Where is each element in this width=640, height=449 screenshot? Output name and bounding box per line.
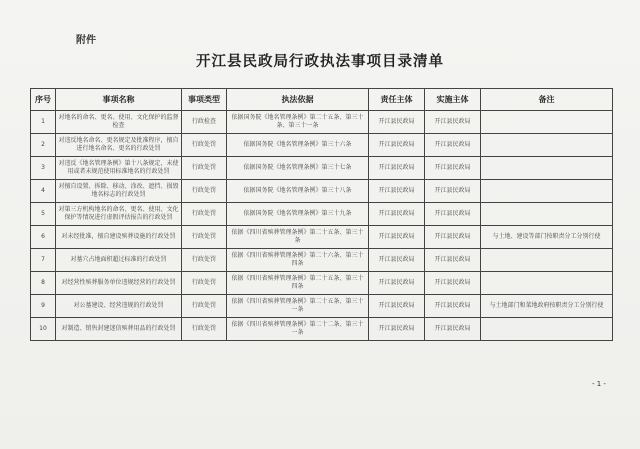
implementing-body: 开江县民政局 [425,203,481,226]
implementing-body: 开江县民政局 [425,295,481,318]
legal-basis: 依据国务院《地名管理条例》第三十七条 [227,157,369,180]
header-cell-responsible: 责任主体 [369,89,425,111]
item-type: 行政处罚 [182,203,227,226]
responsible-body: 开江县民政局 [369,249,425,272]
implementing-body: 开江县民政局 [425,318,481,341]
row-number: 10 [31,318,56,341]
legal-basis: 依据《四川省殡葬管理条例》第二十五条、第三十一条 [227,295,369,318]
implementing-body: 开江县民政局 [425,111,481,134]
remark [481,203,613,226]
implementing-body: 开江县民政局 [425,157,481,180]
table-row [31,318,613,341]
responsible-body: 开江县民政局 [369,203,425,226]
remark [481,272,613,295]
item-name: 对擅自设置、拆除、移动、涂改、遮挡、损毁地名标志的行政处罚 [56,180,182,203]
item-name: 对制造、销售封建迷信殡葬用品的行政处罚 [56,318,182,341]
row-number: 9 [31,295,56,318]
table-row [31,134,613,157]
header-cell-name: 事项名称 [56,89,182,111]
row-number: 3 [31,157,56,180]
row-number: 5 [31,203,56,226]
table-row [31,272,613,295]
item-name: 对经营性殡葬服务单位违规经营的行政处罚 [56,272,182,295]
legal-basis: 依据国务院《地名管理条例》第三十九条 [227,203,369,226]
row-number: 7 [31,249,56,272]
remark [481,111,613,134]
item-type: 行政处罚 [182,318,227,341]
page-number: - 1 - [592,380,606,388]
table-row [31,249,613,272]
remark [481,249,613,272]
legal-basis: 依据《四川省殡葬管理条例》第二十二条、第三十一条 [227,318,369,341]
header-cell-basis: 执法依据 [227,89,369,111]
responsible-body: 开江县民政局 [369,157,425,180]
item-type: 行政处罚 [182,134,227,157]
legal-basis: 依据《四川省殡葬管理条例》第二十五条、第三十四条 [227,272,369,295]
implementing-body: 开江县民政局 [425,134,481,157]
table-row [31,180,613,203]
item-name: 对墓穴占地面积超过标准的行政处罚 [56,249,182,272]
legal-basis: 依据国务院《地名管理条例》第三十六条 [227,134,369,157]
responsible-body: 开江县民政局 [369,318,425,341]
legal-basis: 依据国务院《地名管理条例》第二十五条、第三十条、第三十一条 [227,111,369,134]
header-cell-type: 事项类型 [182,89,227,111]
item-type: 行政处罚 [182,249,227,272]
legal-basis: 依据国务院《地名管理条例》第三十八条 [227,180,369,203]
item-name: 对违反《地名管理条例》第十八条规定，未使用或者未规范使用标准地名的行政处罚 [56,157,182,180]
row-number: 1 [31,111,56,134]
row-number: 6 [31,226,56,249]
item-type: 行政处罚 [182,180,227,203]
responsible-body: 开江县民政局 [369,272,425,295]
item-name: 对第三方机构地名的命名、更名、使用、文化保护等情况进行虚假评估报告的行政处罚 [56,203,182,226]
enforcement-items-table [30,88,613,341]
header-cell-implementer: 实施主体 [425,89,481,111]
implementing-body: 开江县民政局 [425,272,481,295]
remark [481,134,613,157]
table-row [31,111,613,134]
item-type: 行政处罚 [182,226,227,249]
attachment-label: 附件 [76,35,96,46]
table-header-row [31,89,613,111]
table-row [31,203,613,226]
table-row [31,295,613,318]
implementing-body: 开江县民政局 [425,226,481,249]
row-number: 4 [31,180,56,203]
item-type: 行政处罚 [182,272,227,295]
remark: 与土地部门和菜地政府按职责分工分别行使 [481,295,613,318]
table-row [31,226,613,249]
item-type: 行政检查 [182,111,227,134]
responsible-body: 开江县民政局 [369,134,425,157]
responsible-body: 开江县民政局 [369,111,425,134]
remark [481,157,613,180]
table-row [31,157,613,180]
item-name: 对违反地名命名、更名规定及批准程序，擅自进行地名命名、更名的行政处罚 [56,134,182,157]
document-title: 开江县民政局行政执法事项目录清单 [196,53,444,70]
item-name: 对未经批准，擅自建设殡葬设施的行政处罚 [56,226,182,249]
item-name: 对地名的命名、更名、使用、文化保护的监督检查 [56,111,182,134]
implementing-body: 开江县民政局 [425,249,481,272]
responsible-body: 开江县民政局 [369,295,425,318]
legal-basis: 依据《四川省殡葬管理条例》第二十六条、第三十四条 [227,249,369,272]
item-type: 行政处罚 [182,157,227,180]
responsible-body: 开江县民政局 [369,180,425,203]
row-number: 8 [31,272,56,295]
item-name: 对公墓建设、经营违规的行政处罚 [56,295,182,318]
implementing-body: 开江县民政局 [425,180,481,203]
item-type: 行政处罚 [182,295,227,318]
remark: 与土地、建设等部门按职责分工分别行使 [481,226,613,249]
remark [481,318,613,341]
responsible-body: 开江县民政局 [369,226,425,249]
row-number: 2 [31,134,56,157]
remark [481,180,613,203]
header-cell-no: 序号 [31,89,56,111]
legal-basis: 依据《四川省殡葬管理条例》第二十五条、第三十条 [227,226,369,249]
header-cell-note: 备注 [481,89,613,111]
